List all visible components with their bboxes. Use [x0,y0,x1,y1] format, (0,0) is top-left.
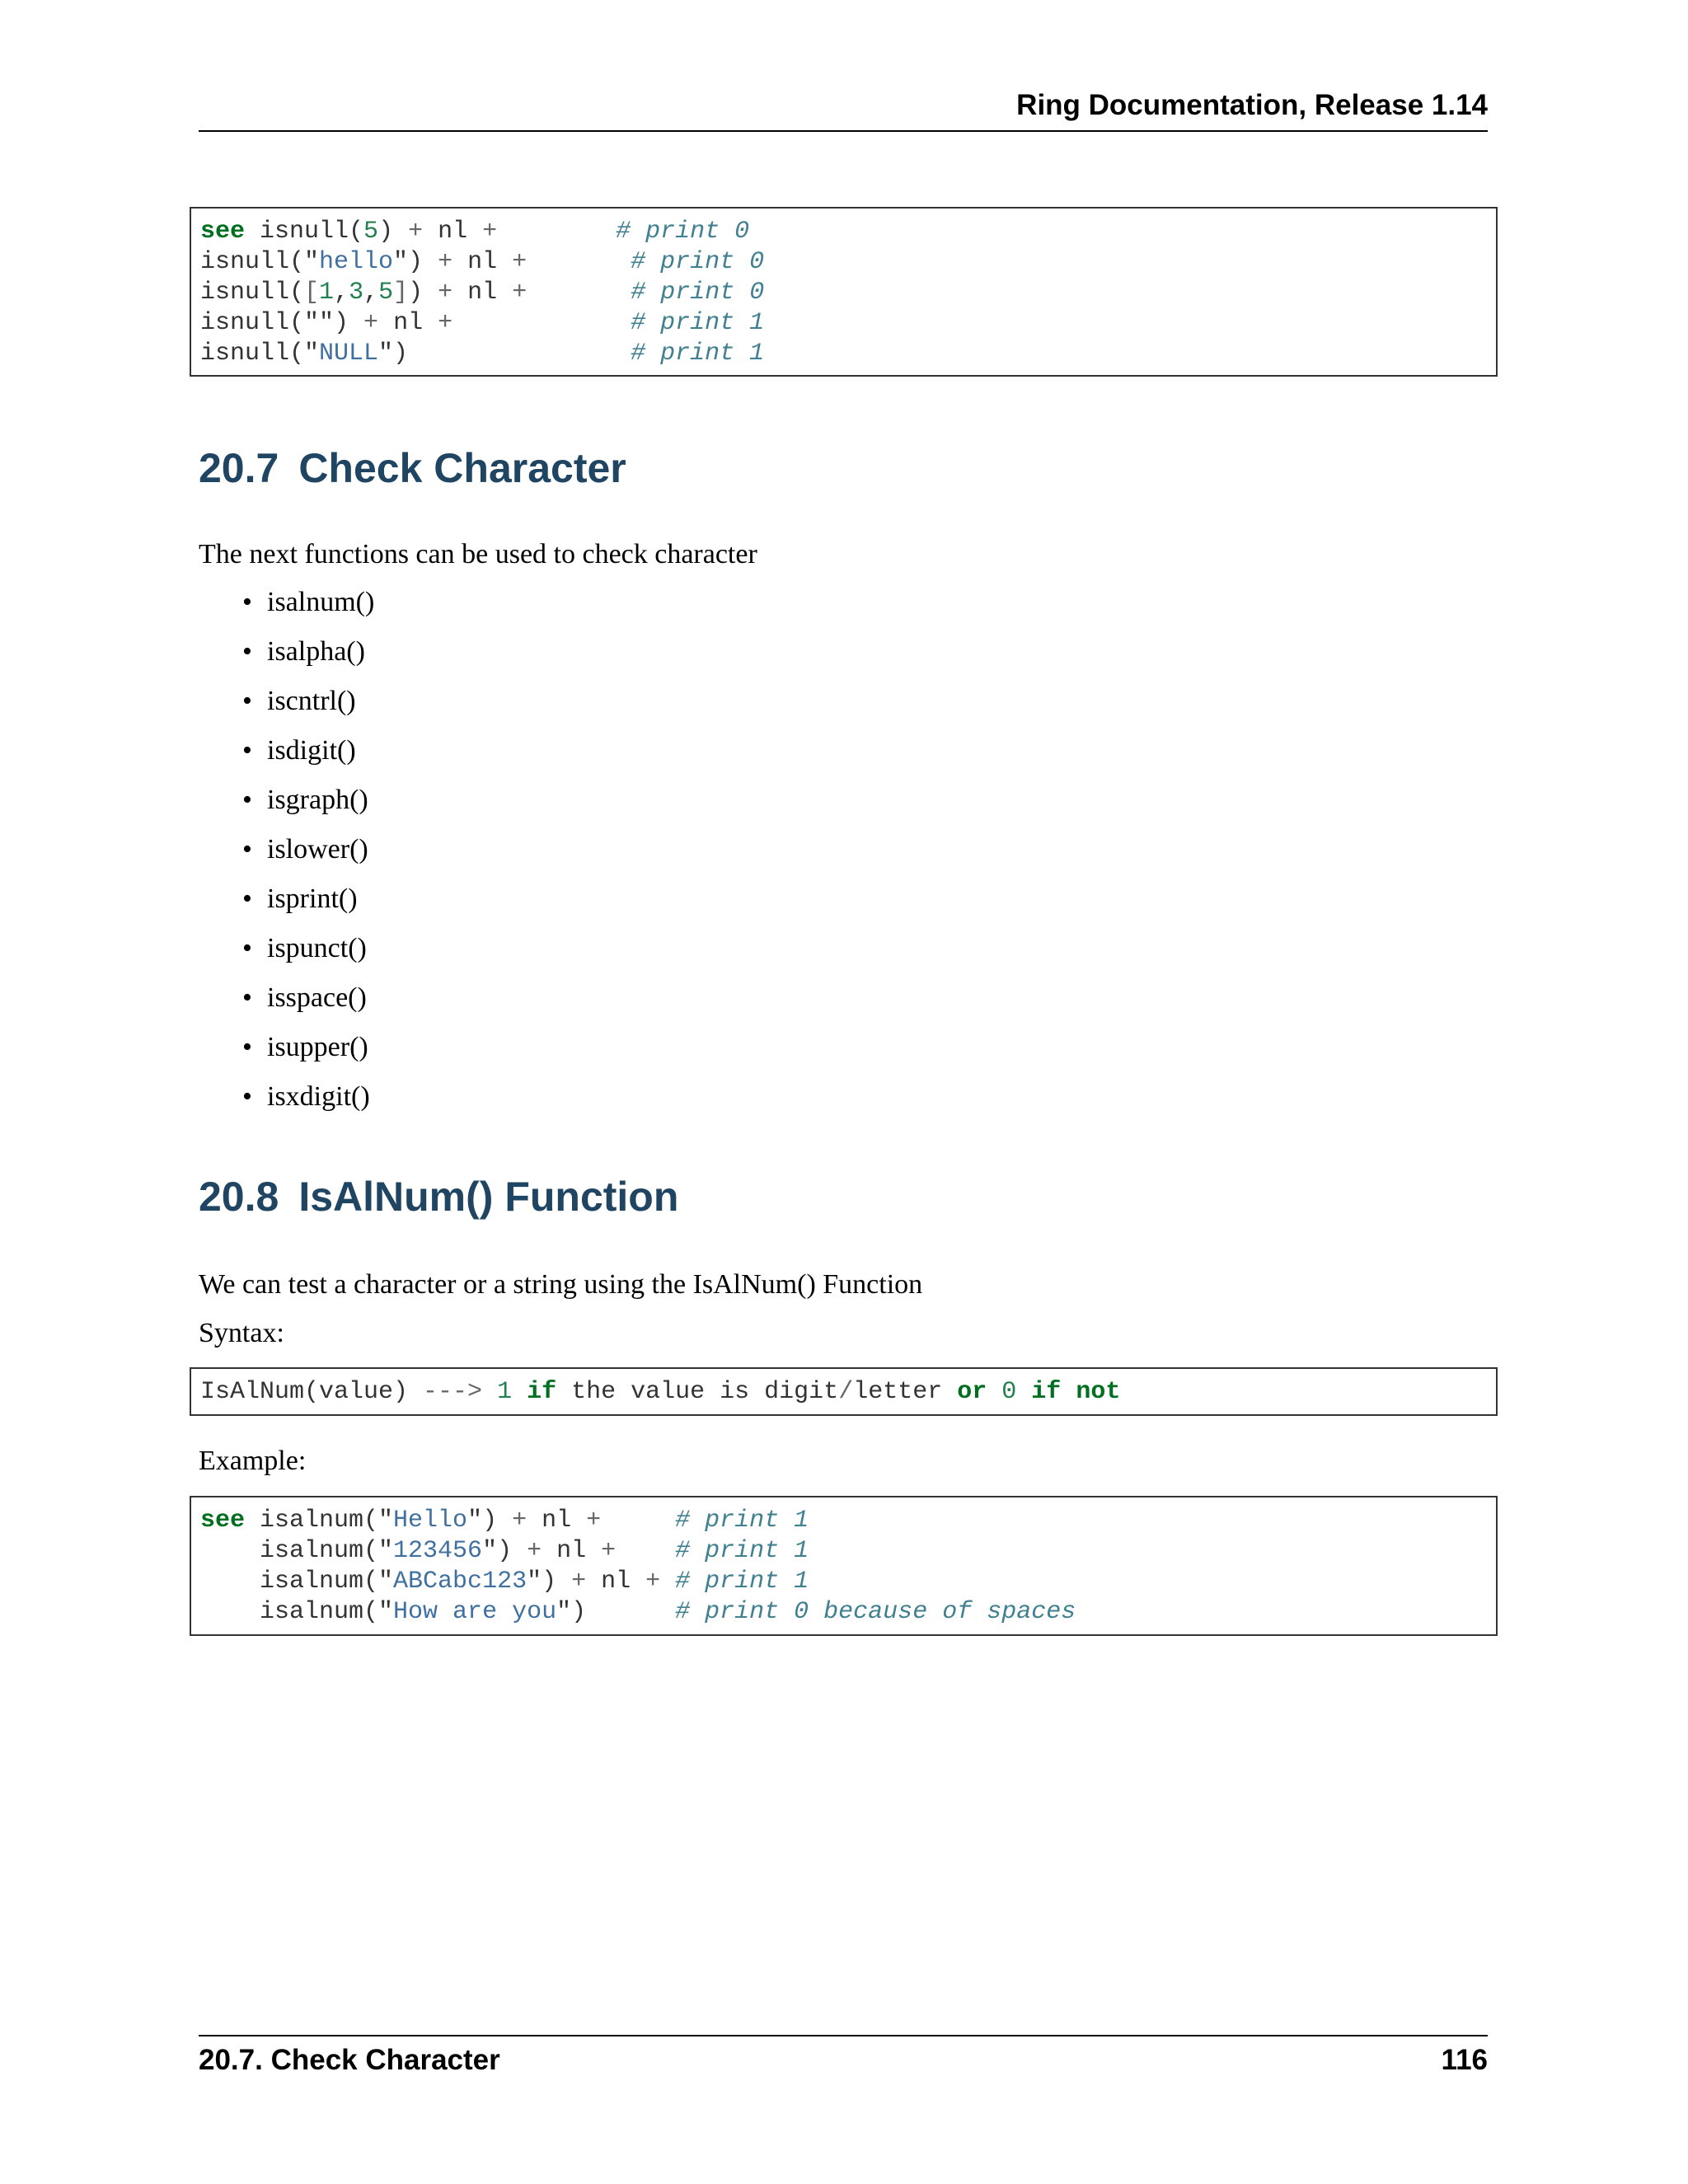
code-token: if [1031,1378,1062,1406]
code-token: nl [378,309,438,337]
code-token: 1 [497,1378,513,1406]
header-title: Ring Documentation, Release 1.14 [1016,89,1488,121]
code-token: if [527,1378,557,1406]
code-token: IsAlNum(value) [200,1378,424,1406]
code-token [408,340,631,368]
code-token: Hello [393,1507,468,1535]
function-list-item: • isalnum() [239,585,374,635]
page-header [199,89,1488,132]
code-token [482,1378,497,1406]
code-line [200,308,1496,339]
code-line [200,247,1496,278]
code-block-isnull [190,207,1498,377]
code-token [616,1537,675,1565]
code-token [987,1378,1001,1406]
code-token: + [527,1537,542,1565]
code-token: ] [393,279,409,307]
code-token [452,309,631,337]
code-token: + [586,1507,602,1535]
function-list-item: • isdigit() [239,733,374,783]
code-token: isalnum(" [245,1507,394,1535]
code-token: ") [393,248,438,276]
code-token: NULL [319,340,379,368]
code-token: + [438,309,453,337]
code-token: [ [304,279,320,307]
code-token [497,218,616,246]
code-token: see [200,1507,246,1535]
code-token: # print 1 [675,1537,809,1565]
code-token: # print 1 [631,340,765,368]
code-token: 5 [378,279,394,307]
code-token: # print 0 [616,218,750,246]
code-token: # print 1 [675,1507,809,1535]
function-list-item: • iscntrl() [239,684,374,733]
code-token: + [512,279,528,307]
code-block-example [190,1496,1498,1636]
footer-rule [199,2035,1488,2036]
example-label: Example: [199,1446,307,1476]
function-list-item: • ispunct() [239,931,374,981]
code-line [200,1567,1496,1597]
code-token: or [957,1378,987,1406]
code-token: ") [467,1507,513,1535]
code-line [200,339,1496,369]
section-number: 20.8 [199,1174,279,1220]
section-title: Check Character [298,445,626,491]
code-token: isnull( [200,279,305,307]
code-token: isnull( [245,218,364,246]
code-token: + [601,1537,617,1565]
syntax-label: Syntax: [199,1318,284,1348]
function-list-item: • isgraph() [239,783,374,832]
code-token: ") [556,1598,587,1626]
code-token: isalnum(" [200,1598,394,1626]
code-token: nl [452,248,513,276]
code-line [200,1377,1496,1408]
code-token [512,1378,527,1406]
code-token: 5 [363,218,379,246]
code-token: ") [482,1537,528,1565]
code-token: isalnum(" [200,1537,394,1565]
code-line [200,217,1496,247]
code-token: + [408,218,424,246]
isalnum-intro-text: We can test a character or a string using the IsAlNum() Function [199,1269,923,1300]
code-token [1061,1378,1076,1406]
code-token: ") [378,340,409,368]
code-token: / [838,1378,854,1406]
code-token: nl [586,1568,646,1596]
code-line [200,1597,1496,1628]
section-heading-isalnum [199,1172,678,1221]
section-number: 20.7 [199,445,279,491]
code-line [200,1536,1496,1567]
code-token: ) [408,279,438,307]
code-token: the value is digit [556,1378,839,1406]
code-token: , [363,279,379,307]
code-token [527,248,631,276]
code-token: 0 [1001,1378,1017,1406]
code-token: hello [319,248,394,276]
code-token: # print 1 [675,1568,809,1596]
code-token: # print 0 [631,279,765,307]
code-line [200,278,1496,308]
code-token: isalnum(" [200,1568,394,1596]
code-token: , [334,279,349,307]
code-token: ABCabc123 [393,1568,528,1596]
section-title: IsAlNum() Function [298,1174,679,1220]
code-token: not [1076,1378,1121,1406]
code-token: + [438,279,453,307]
code-token: # print 0 because of spaces [675,1598,1076,1626]
function-list-item: • isupper() [239,1030,374,1080]
function-list-item: • isprint() [239,882,374,931]
function-list [239,585,374,1129]
code-token: ---> [423,1378,483,1406]
code-token: 123456 [393,1537,483,1565]
code-line [200,1506,1496,1536]
code-token: nl [452,279,513,307]
code-token: nl [423,218,483,246]
code-token: # print 0 [631,248,765,276]
code-token: + [645,1568,661,1596]
code-token [586,1598,675,1626]
function-list-item: • isspace() [239,981,374,1030]
code-token: nl [527,1507,587,1535]
code-token: + [571,1568,587,1596]
code-token: isnull("") [200,309,364,337]
footer-section: 20.7. Check Character [199,2044,500,2076]
code-token [660,1568,675,1596]
code-token: letter [853,1378,958,1406]
function-list-item: • isxdigit() [239,1080,374,1129]
code-token: + [438,248,453,276]
section-heading-check-character [199,443,626,493]
code-token [601,1507,675,1535]
code-token: nl [542,1537,602,1565]
code-token: + [363,309,379,337]
check-intro-text: The next functions can be used to check character [199,539,757,569]
code-token: 3 [349,279,364,307]
code-token: ) [378,218,409,246]
code-token: 1 [319,279,335,307]
code-token: # print 1 [631,309,765,337]
code-token: + [512,248,528,276]
code-token: ") [527,1568,572,1596]
code-token: How are you [393,1598,557,1626]
code-token: isnull(" [200,248,320,276]
function-list-item: • isalpha() [239,635,374,684]
code-token: + [482,218,498,246]
code-token: + [512,1507,528,1535]
code-token [1016,1378,1031,1406]
code-block-syntax [190,1367,1498,1416]
footer-page-number: 116 [1441,2044,1488,2076]
function-list-item: • islower() [239,832,374,882]
code-token [527,279,631,307]
code-token: isnull(" [200,340,320,368]
code-token: see [200,218,246,246]
